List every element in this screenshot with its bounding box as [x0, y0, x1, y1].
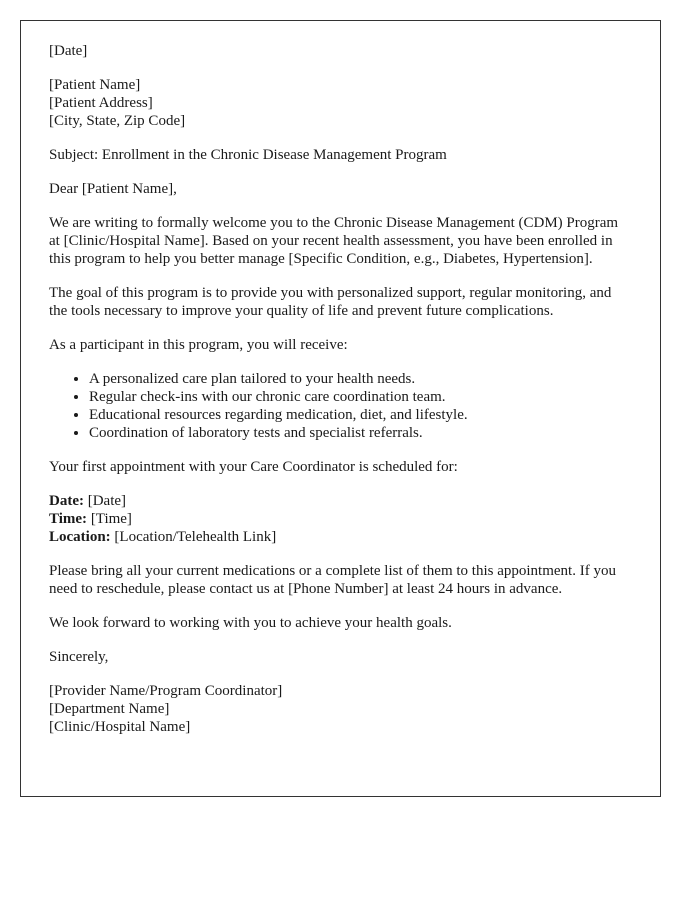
letter-subject: Subject: Enrollment in the Chronic Disease Management Program [49, 147, 447, 163]
appointment-date-row [49, 492, 632, 510]
benefit-item: • Regular check-ins with our chronic care coordination team. [89, 388, 632, 406]
intro-paragraph: We are writing to formally welcome you to the Chronic Disease Management (CDM) Program at [Clinic/Hospital Name]. Based on your recent health assessment, you have been enrolled in this program to help you better manage [Specific Condition, e.g., Diabetes, Hypertension]. [49, 215, 619, 267]
instructions-paragraph: Please bring all your current medications or a complete list of them to this appointment. If you need to reschedule, please contact us at [Phone Number] at least 24 hours in advance. [49, 563, 616, 597]
benefit-item: • Coordination of laboratory tests and specialist referrals. [89, 424, 632, 442]
appointment-intro: Your first appointment with your Care Coordinator is scheduled for: [49, 459, 458, 475]
appointment-location-row [49, 528, 632, 546]
appointment-location-label: Location: [49, 529, 111, 545]
signature-block [49, 682, 632, 736]
benefit-item: • A personalized care plan tailored to your health needs. [89, 370, 632, 388]
signature-department: [Department Name] [49, 701, 170, 717]
benefits-intro: As a participant in this program, you will receive: [49, 337, 348, 353]
goal-paragraph: The goal of this program is to provide you with personalized support, regular monitoring, and the tools necessary to improve your quality of life and prevent future complications. [49, 285, 612, 319]
closing-remark: We look forward to working with you to achieve your health goals. [49, 615, 452, 631]
signature-provider: [Provider Name/Program Coordinator] [49, 683, 283, 699]
letter-salutation: Dear [Patient Name], [49, 181, 177, 197]
appointment-time-row [49, 510, 632, 528]
recipient-address-block [49, 76, 632, 130]
letter-closing: Sincerely, [49, 649, 109, 665]
appointment-location-value: [Location/Telehealth Link] [110, 529, 277, 545]
benefits-list [49, 370, 632, 442]
letter-document [20, 20, 661, 797]
appointment-time-label: Time: [49, 511, 88, 527]
appointment-details [49, 492, 632, 546]
letter-date: [Date] [49, 43, 88, 59]
recipient-address: [Patient Address] [49, 95, 153, 111]
appointment-date-value: [Date] [83, 493, 127, 509]
benefit-item: • Educational resources regarding medication, diet, and lifestyle. [89, 406, 632, 424]
signature-organization: [Clinic/Hospital Name] [49, 719, 191, 735]
recipient-name: [Patient Name] [49, 77, 141, 93]
recipient-city-state-zip: [City, State, Zip Code] [49, 113, 186, 129]
appointment-time-value: [Time] [87, 511, 132, 527]
appointment-date-label: Date: [49, 493, 84, 509]
